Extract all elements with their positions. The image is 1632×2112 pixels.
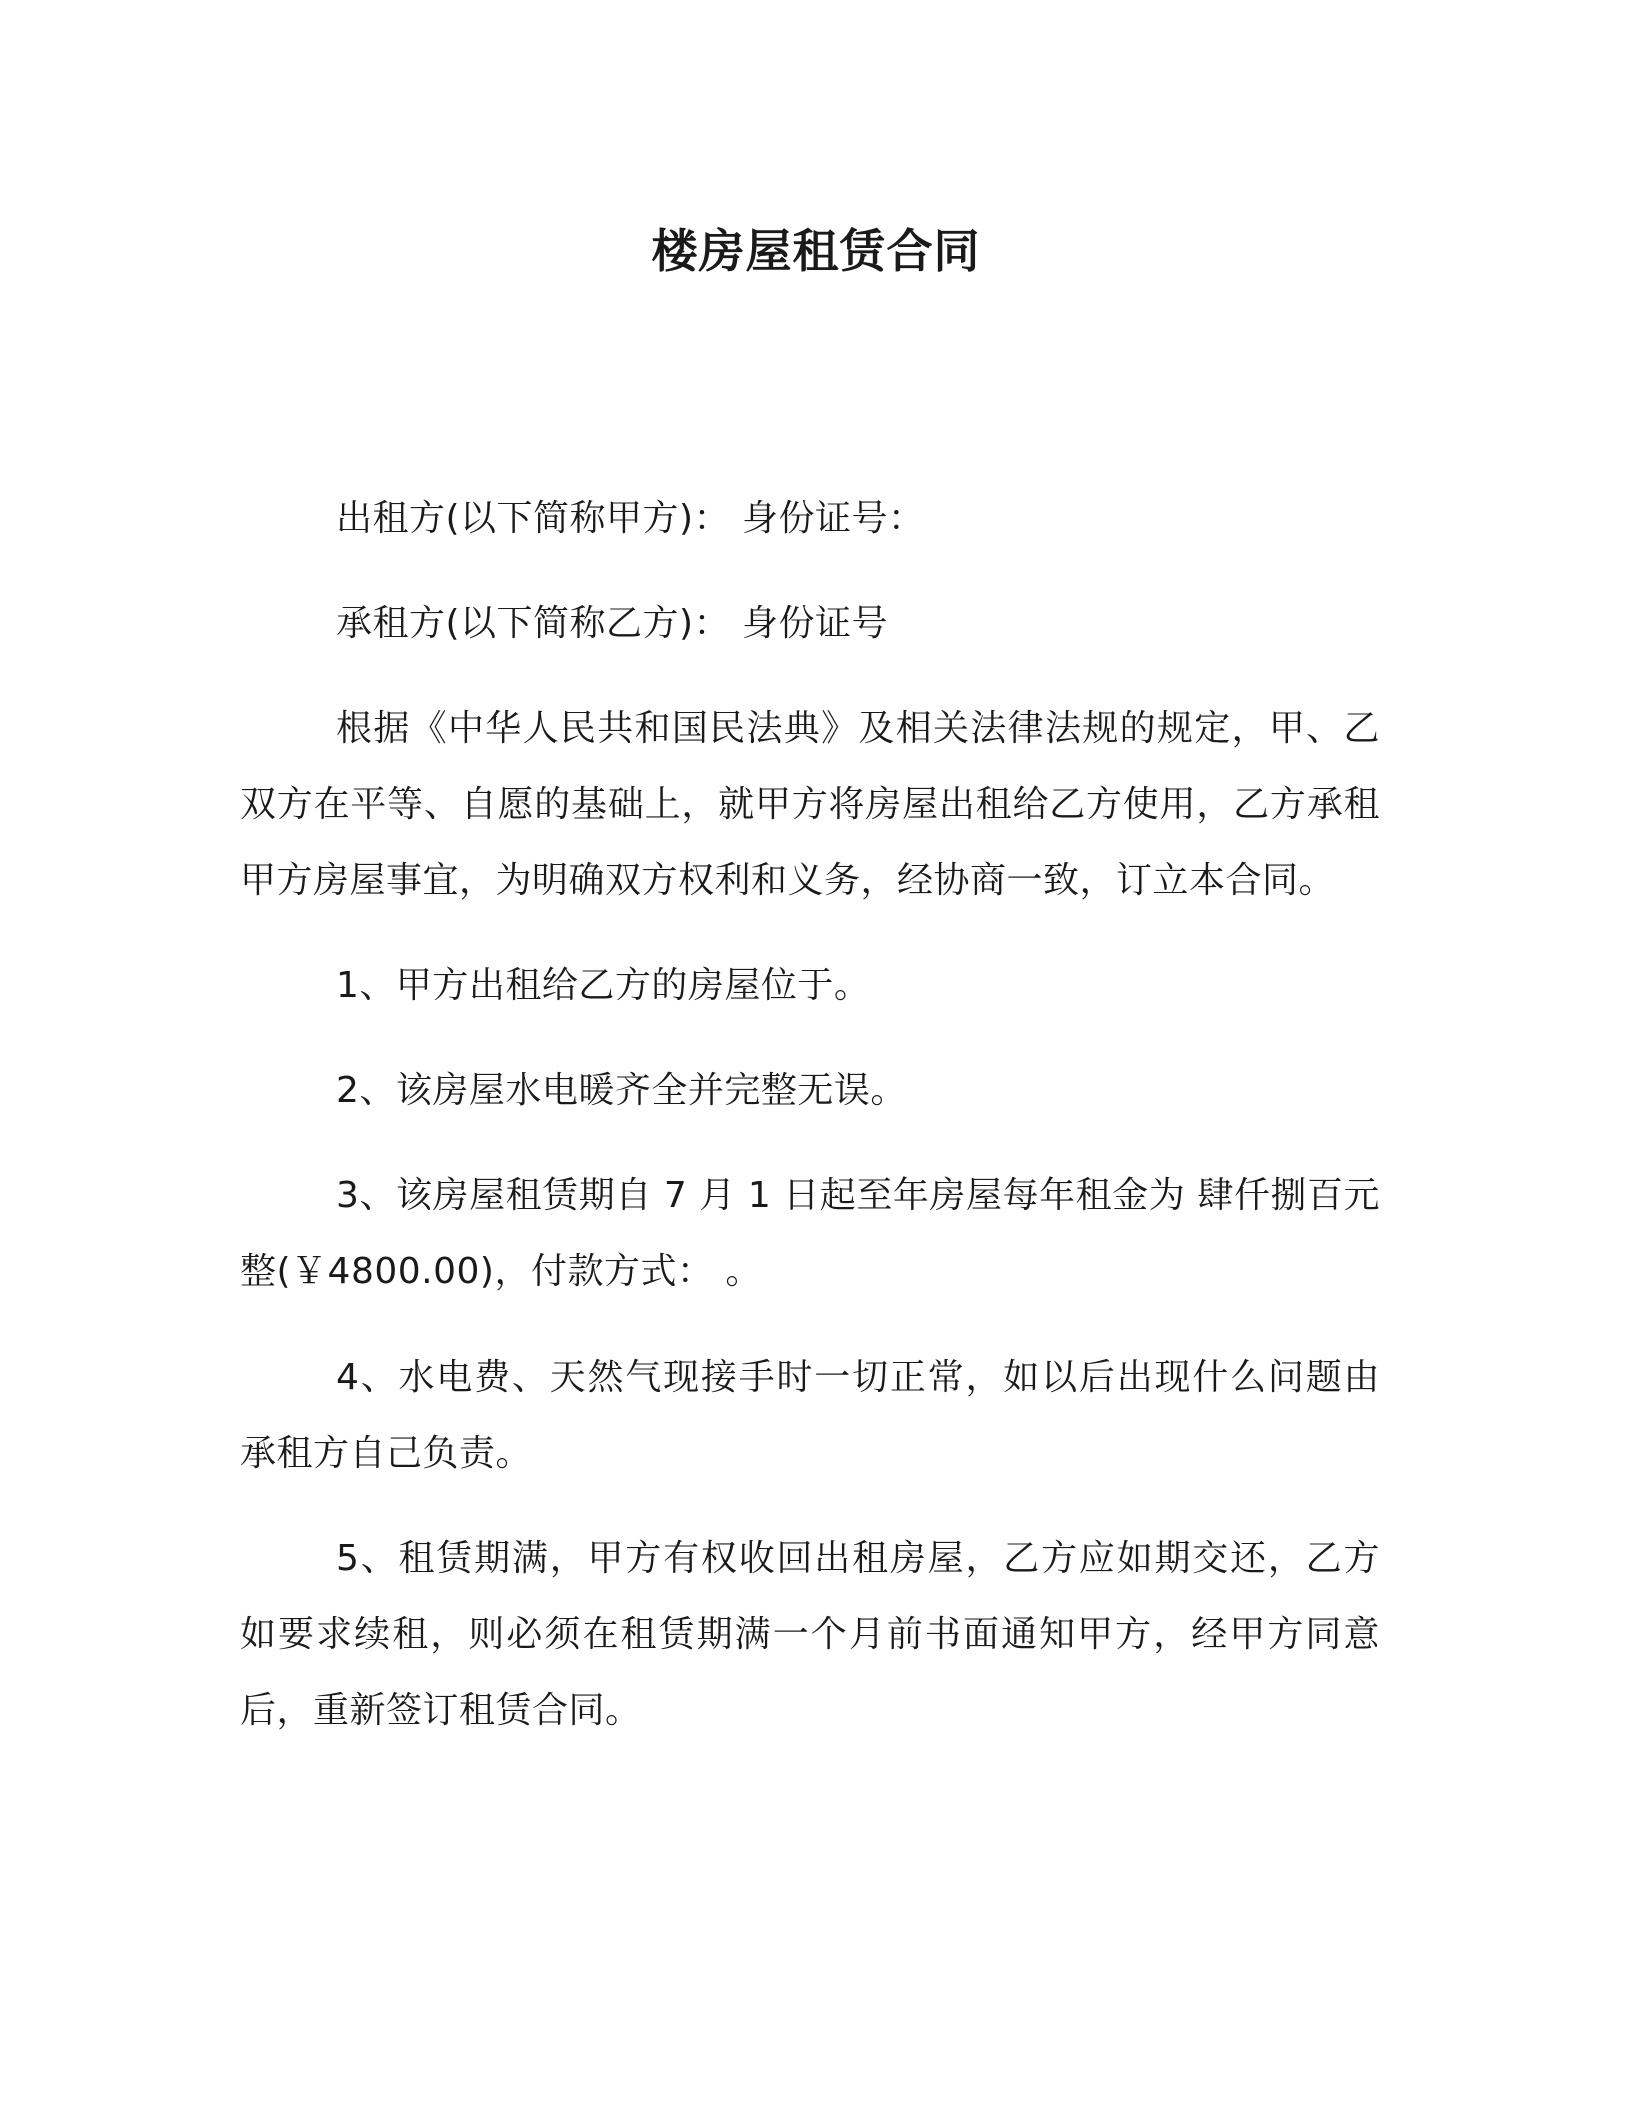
preamble-paragraph: 根据《中华人民共和国民法典》及相关法律法规的规定，甲、乙双方在平等、自愿的基础上，就甲方将房屋出租给乙方使用，乙方承租甲方房屋事宜，为明确双方权利和义务，经协商一致，订立本合同。 xyxy=(240,708,1380,901)
document-title: 楼房屋租赁合同 xyxy=(651,224,981,278)
lessee-line: 承租方(以下简称乙方)： 身份证号 xyxy=(336,603,889,644)
clause-1: 1、甲方出租给乙方的房屋位于。 xyxy=(336,965,871,1006)
lessor-line: 出租方(以下简称甲方)： 身份证号： xyxy=(336,498,925,539)
clause-3: 3、该房屋租赁期自 7 月 1 日起至年房屋每年租金为 肆仟捌百元整(￥4800.00)，付款方式： 。 xyxy=(240,1175,1380,1292)
clause-5: 5、租赁期满，甲方有权收回出租房屋，乙方应如期交还，乙方如要求续租，则必须在租赁期满一个月前书面通知甲方，经甲方同意后，重新签订租赁合同。 xyxy=(240,1538,1380,1731)
clause-2: 2、该房屋水电暖齐全并完整无误。 xyxy=(336,1070,907,1111)
clause-4: 4、水电费、天然气现接手时一切正常，如以后出现什么问题由承租方自己负责。 xyxy=(240,1357,1380,1474)
